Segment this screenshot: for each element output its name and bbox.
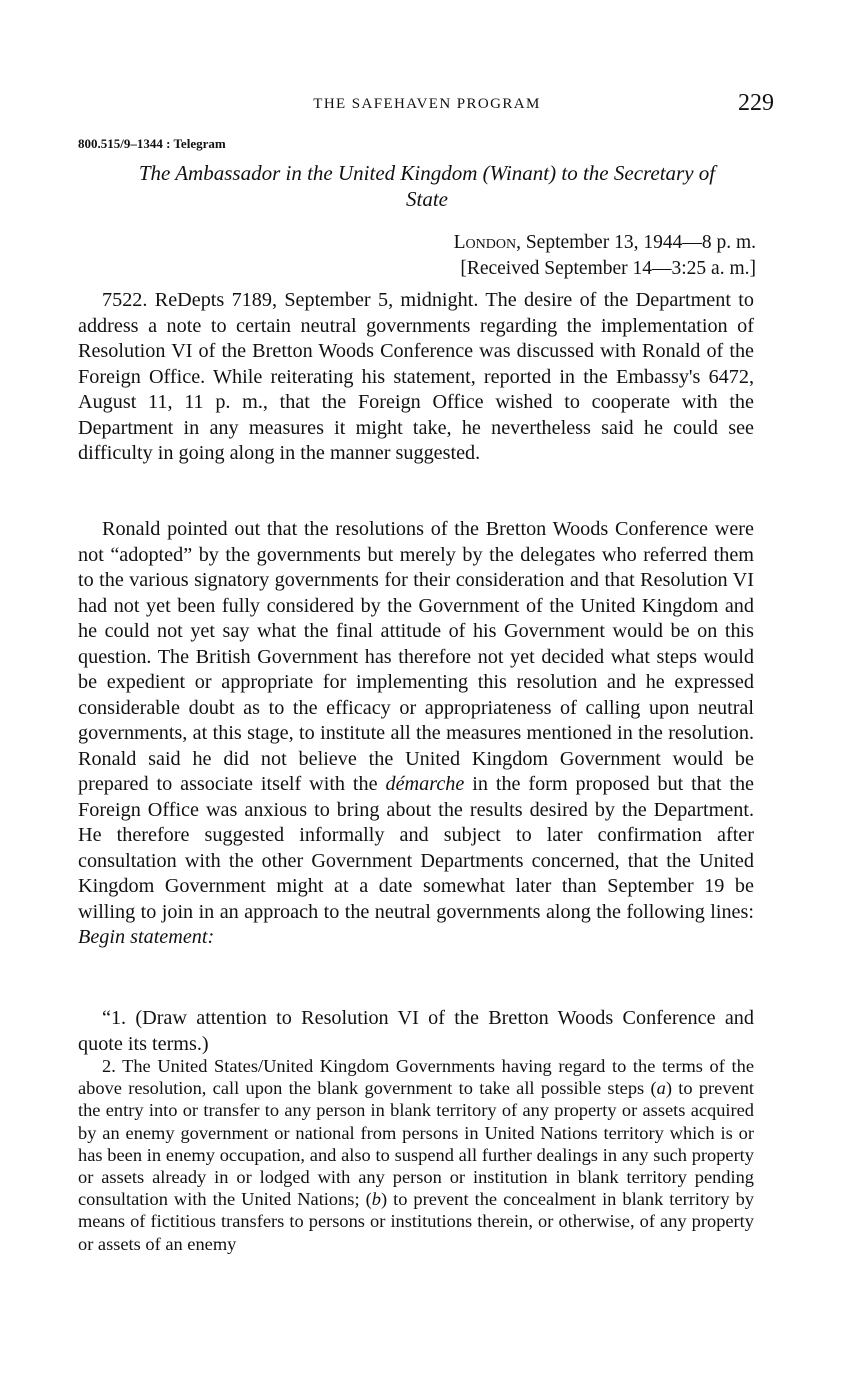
letter-b: b xyxy=(371,1189,381,1210)
letter-a: a xyxy=(656,1078,666,1099)
quoted-item-2-part-c: ) to prevent the concealment in blank territory by means of fictitious transfers to persons or institutions therein, or otherwise, of any property or assets of an enemy xyxy=(78,1189,754,1254)
dateline-received: [Received September 14—3:25 a. m.] xyxy=(460,258,756,279)
paragraph-2-text xyxy=(78,517,754,951)
dateline-date: , September 13, 1944—8 p. m. xyxy=(516,232,756,253)
paragraph-1-text: 7522. ReDepts 7189, September 5, midnight. The desire of the Department to address a note to certain neutral governments regarding the implementation of Resolution VI of the Bretton Woods Conference was discussed with Ronald of the Foreign Office. While reiterating his statement, reported in the Embassy's 6472, August 11, 11 p. m., that the Foreign Office wished to cooperate with the Department in any measures it might take, he nevertheless said he could see difficulty in going along in the manner suggested. xyxy=(78,289,754,464)
page-header xyxy=(78,92,776,122)
document-heading: The Ambassador in the United Kingdom (Winant) to the Secretary of State xyxy=(138,161,716,211)
quoted-item-2-part-a: 2. The United States/United Kingdom Governments having regard to the terms of the above resolution, call upon the blank government to take all possible steps ( xyxy=(78,1056,754,1099)
paragraph-2-part-a: Ronald pointed out that the resolutions of the Bretton Woods Conference were not “adopted” by the governments but merely by the delegates who referred them to the various signatory governments for their consideration and that Resolution VI had not yet been fully considered by the Government of the United Kingdom and he could not yet say what the final attitude of his Government would be on this question. The British Government has therefore not yet decided what steps would be expedient or appropriate for implementing this resolution and he expressed considerable doubt as to the efficacy or appropriateness of calling upon neutral governments, at this stage, to institute all the measures mentioned in the resolution. Ronald said he did not believe the United Kingdom Government would be prepared to associate itself with the xyxy=(78,518,754,795)
document-reference: 800.515/9–1344 : Telegram xyxy=(78,136,226,151)
quoted-item-2-part-b: ) to prevent the entry into or transfer to any person in blank territory of any property or assets acquired by an enemy government or national from persons in United Nations territory which is or has been in enemy occupation, and also to suspend all further dealings in any such property or assets already in or lodged with any person or institution in blank territory pending consultation with the United Nations; ( xyxy=(78,1078,754,1210)
paragraph-2-part-b: in the form proposed but that the Foreign Office was anxious to bring about the results desired by the Department. He therefore suggested informally and subject to later confirmation after consultation with the other Government Departments concerned, that the United Kingdom Government might at a date somewhat later than September 19 be willing to join in an approach to the neutral governments along the following lines: xyxy=(78,773,754,923)
begin-statement-italic: Begin statement: xyxy=(78,926,215,948)
paragraph-1 xyxy=(78,288,754,467)
quoted-item-2-text xyxy=(78,1055,754,1255)
quoted-item-1 xyxy=(78,1006,754,1057)
quoted-item-2 xyxy=(78,1055,754,1255)
demarche-italic: démarche xyxy=(385,773,465,795)
dateline-sent xyxy=(454,230,756,256)
quoted-item-1-text: “1. (Draw attention to Resolution VI of the Bretton Woods Conference and quote its terms.) xyxy=(78,1007,754,1055)
page-number: 229 xyxy=(738,90,774,116)
running-head: THE SAFEHAVEN PROGRAM xyxy=(313,96,541,112)
dateline xyxy=(454,230,756,282)
dateline-place: London xyxy=(453,232,517,253)
paragraph-2 xyxy=(78,517,754,951)
